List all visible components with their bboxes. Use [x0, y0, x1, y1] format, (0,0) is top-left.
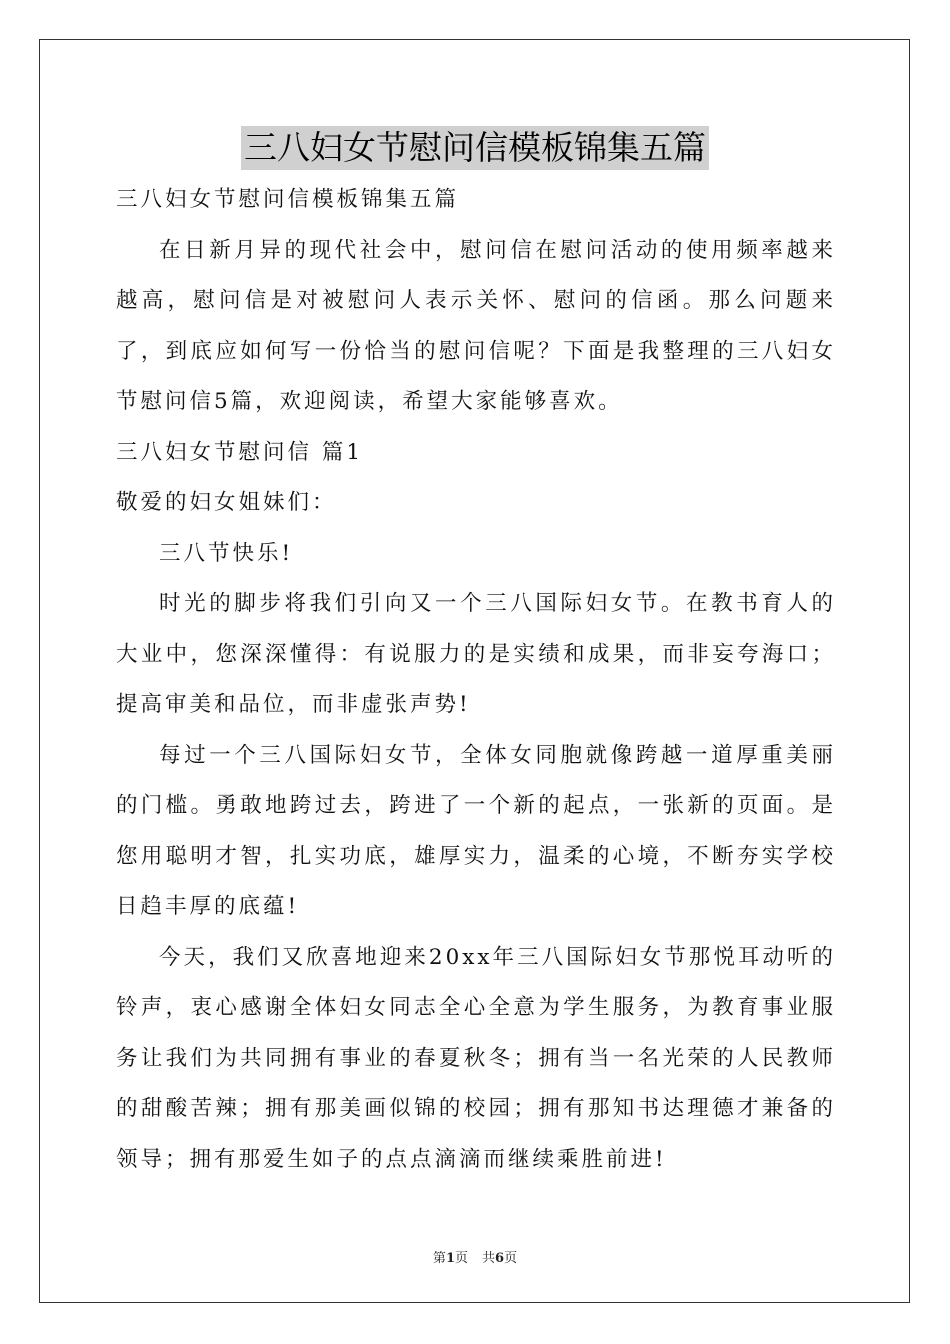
letter-greeting: 三八节快乐! [159, 540, 294, 566]
page-footer [0, 1247, 950, 1266]
paragraph-subtitle: 三八妇女节慰问信模板锦集五篇 [116, 187, 460, 212]
document-title: 三八妇女节慰问信模板锦集五篇 [241, 126, 709, 170]
title-container [0, 126, 950, 170]
document-body [116, 175, 836, 1185]
total-pages: 6 [495, 1251, 505, 1266]
paragraph-intro: 在日新月异的现代社会中，慰问信在慰问活动的使用频率越来越高，慰问信是对被慰问人表示关怀、慰问的信函。那么问题来了，到底应如何写一份恰当的慰问信呢？下面是我整理的三八妇女节慰问信5篇，欢迎阅读，希望大家能够喜欢。 [116, 237, 836, 414]
total-suffix: 页 [504, 1251, 518, 1266]
total-prefix: 共 [482, 1251, 496, 1266]
letter-paragraph: 今天，我们又欣喜地迎来20xx年三八国际妇女节那悦耳动听的铃声，衷心感谢全体妇女同志全心全意为学生服务，为教育事业服务让我们为共同拥有事业的春夏秋冬；拥有当一名光荣的人民教师的甜酸苦辣；拥有那美画似锦的校园；拥有那知书达理德才兼备的领导；拥有那爱生如子的点点滴滴而继续乘胜前进! [116, 944, 836, 1172]
page-prefix: 第 [432, 1251, 446, 1266]
page-number: 1 [445, 1251, 455, 1266]
section-heading: 三八妇女节慰问信 篇1 [116, 439, 364, 465]
letter-paragraph: 时光的脚步将我们引向又一个三八国际妇女节。在教书育人的大业中，您深深懂得：有说服力的是实绩和成果，而非妄夸海口；提高审美和品位，而非虚张声势! [116, 591, 836, 717]
page-suffix: 页 [454, 1251, 468, 1266]
letter-salutation: 敬爱的妇女姐妹们： [116, 490, 337, 515]
letter-paragraph: 每过一个三八国际妇女节，全体女同胞就像跨越一道厚重美丽的门槛。勇敢地跨过去，跨进了一个新的起点，一张新的页面。是您用聪明才智，扎实功底，雄厚实力，温柔的心境，不断夯实学校日趋丰厚的底蕴! [116, 742, 836, 919]
